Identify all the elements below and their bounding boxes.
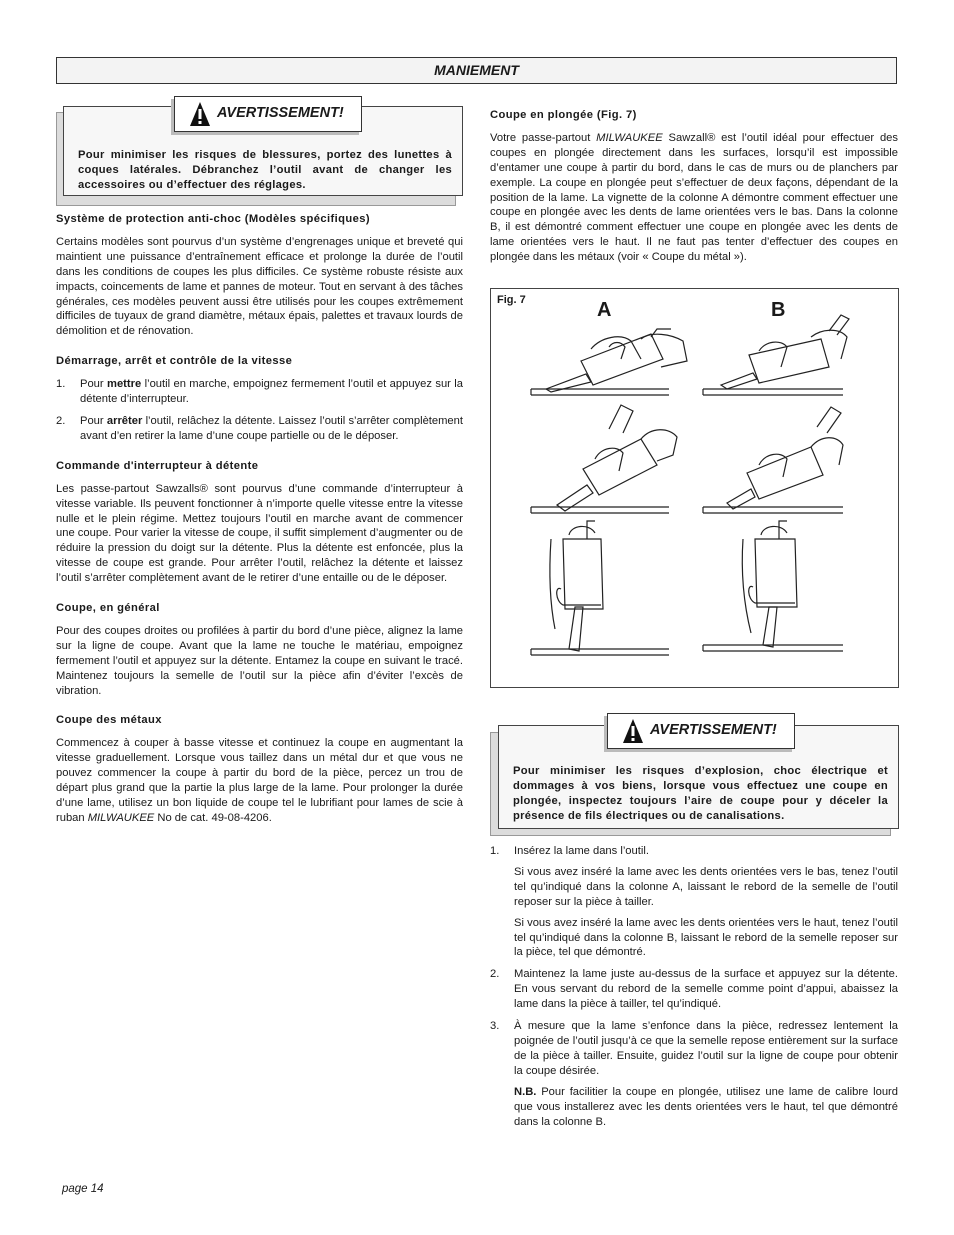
illustration-a3 [531, 521, 669, 655]
heading-coupe-metaux: Coupe des métaux [56, 714, 162, 727]
heading-anti-choc: Système de protection anti-choc (Modèles spécifiques) [56, 213, 371, 225]
warning-triangle-icon [189, 101, 211, 127]
figure-7 [490, 288, 899, 688]
warning-box-plunge [490, 708, 898, 840]
section-title: MANIEMENT [434, 62, 519, 78]
list-item: 1. Insérez la lame dans l’outil. Si vous avez inséré la lame avec les dents orientées vers le bas, tenez l’outil tel qu’indiqué dans la colonne A, laissant le rebord de la semelle de l’outil reposer sur la pièce à tailler. Si vous avez inséré la lame avec les dents orientées vers le haut, tenez l’outil tel qu’indiqué dans la colonne B, laissant le rebord de la semelle reposer sur la pièce, tel que démontré. [490, 845, 898, 959]
warning-label-text: AVERTISSEMENT! [650, 722, 777, 738]
list-item: 2. Pour arrêter l’outil, relâchez la détente. Laissez l’outil s’arrêter complètement avant d’en retirer la lame d’une coupe partielle ou de le déposer. [56, 414, 463, 442]
right-column-lower [490, 708, 898, 1138]
paragraph-coupe-metaux: Commencez à couper à basse vitesse et continuez la coupe en augmentant la vitesse graduellement. Lorsque vous taillez dans un métal dur et que vous ne pouvez commencer la coupe à partir du bord de la pièce, percez un trou de départ plus grand que la partie la plus large de la lame. Pour prolonger la durée d’une lame, utilisez un bon liquide de coupe tel le lubrifiant pour lames de scie à ruban MILWAUKEE No de cat. 49-08-4206. [56, 737, 463, 824]
list-item: 1. Pour mettre l’outil en marche, empoignez fermement l’outil et appuyez sur la détente d’interrupteur. [56, 378, 463, 406]
figure-illustration [491, 289, 898, 687]
warning-label [174, 96, 362, 132]
list-item: 3. À mesure que la lame s’enfonce dans la pièce, redressez lentement la poignée de l’outil jusqu’à ce que la semelle repose entièrement sur la surface de la pièce à tailler. Ensuite, guidez l’outil sur la ligne de coupe pour obtenir la coupe désirée. N.B. Pour facilitier la coupe en plongée, utilisez une lame de calibre lourd que vous installerez avec les dents orientées vers le haut, tel que démontré dans la colonne B. [490, 1020, 898, 1128]
right-column [490, 92, 898, 274]
illustration-a1 [531, 329, 687, 395]
heading-demarrage: Démarrage, arrêt et contrôle de la vitesse [56, 355, 293, 368]
paragraph-anti-choc: Certains modèles sont pourvus d’un système d’engrenages unique et breveté qui maintient une puissance d’entraînement efficace et prolonge la durée de l’outil dans les conditions de coupes les plus difficiles. Ce système robuste résiste aux impacts, coincements de lame et pannes de moteur. Tout en servant à des tâches générales, ces modèles peuvent aussi être utilisés pour les coupes extrêmement difficiles de tuyaux de grand diamètre, métaux épais, palettes et travaux lourds de démolition et de rénovation. [56, 235, 463, 338]
warning-text: Pour minimiser les risques de blessures, portez des lunettes à coques latérales. Débranchez l’outil avant de changer les accessoires ou d’effectuer des réglages. [78, 149, 452, 191]
paragraph-interrupteur: Les passe-partout Sawzalls® sont pourvus d’une commande d’interrupteur à vitesse variable. Ils peuvent fonctionner à n’importe quelle vitesse entre la vitesse nulle et le plein régime. Mettez toujours l’outil en marche avant de commencer une coupe. Pour varier la vitesse de coupe, il suffit simplement d’augmenter ou de réduire la pression du doigt sur la détente. Plus la détente est enfoncée, plus la vitesse de coupe est grande. Pour arrêter l’outil, relâchez la détente et laissez l’outil s’arrêter complètement avant de le retirer d’une entaille ou de le déposer. [56, 482, 463, 585]
figure-label: Fig. 7 [497, 294, 526, 306]
illustration-b2 [703, 407, 843, 513]
note: N.B. Pour facilitier la coupe en plongée, utilisez une lame de calibre lourd que vous installerez avec les dents orientées vers le haut, tel que démontré dans la colonne B. [514, 1085, 898, 1128]
warning-label-text: AVERTISSEMENT! [217, 105, 344, 121]
list-plunge-steps [490, 844, 898, 1129]
figure-column-b-label: B [771, 299, 786, 321]
page-number: page 14 [62, 1183, 104, 1195]
illustration-a2 [531, 405, 677, 513]
heading-coupe-general: Coupe, en général [56, 602, 160, 615]
warning-label [607, 713, 795, 749]
warning-text: Pour minimiser les risques d’explosion, choc électrique et dommages à vos biens, lorsque vous effectuez une coupe en plongée, inspectez toujours l’aire de coupe pour y déceler la présence de fils électriques ou de canalisations. [513, 765, 888, 822]
paragraph-coupe-plongee: Votre passe-partout MILWAUKEE Sawzall® est l’outil idéal pour effectuer des coupes en plongée directement dans les surfaces, lorsqu’il est impossible d’entamer une coupe à partir du bord, dans le cas de murs ou de planchers par exemple. La coupe en plongée peut s’effectuer de deux façons, dépendant de la position de la lame. La vignette de la colonne A démontre comment effectuer une coupe en plongée avec les dents de lame orientées vers le bas. Dans la colonne B, il est démontré comment effectuer une coupe en plongée avec les dents de lame orientées vers le haut. Il ne faut pas tenter d’effectuer des coupes en plongée dans les métaux (voir « Coupe du métal »). [490, 131, 899, 264]
warning-triangle-icon [622, 718, 644, 744]
warning-box-safety [56, 92, 463, 210]
list-demarrage [56, 377, 463, 444]
list-item: 2. Maintenez la lame juste au-dessus de la surface et appuyez sur la détente. En vous servant du rebord de la semelle comme point d’appui, abaissez la lame dans la pièce à tailler, tel qu’indiqué. [490, 968, 898, 1011]
paragraph-coupe-general: Pour des coupes droites ou profilées à partir du bord d’une pièce, alignez la lame sur la ligne de coupe. Avant que la lame ne touche le matériau, empoignez fermement l’outil et appuyez sur la détente. Entamez la coupe en suivant le tracé. Maintenez toujours la semelle de l’outil sur la pièce afin d’éviter l’excès de vibration. [56, 624, 463, 697]
left-column [56, 92, 463, 835]
section-header [56, 57, 897, 84]
illustration-b1 [703, 315, 849, 395]
figure-column-a-label: A [597, 299, 612, 321]
heading-coupe-plongee: Coupe en plongée (Fig. 7) [490, 109, 637, 121]
heading-interrupteur: Commande d'interrupteur à détente [56, 459, 259, 472]
illustration-b3 [703, 521, 843, 651]
